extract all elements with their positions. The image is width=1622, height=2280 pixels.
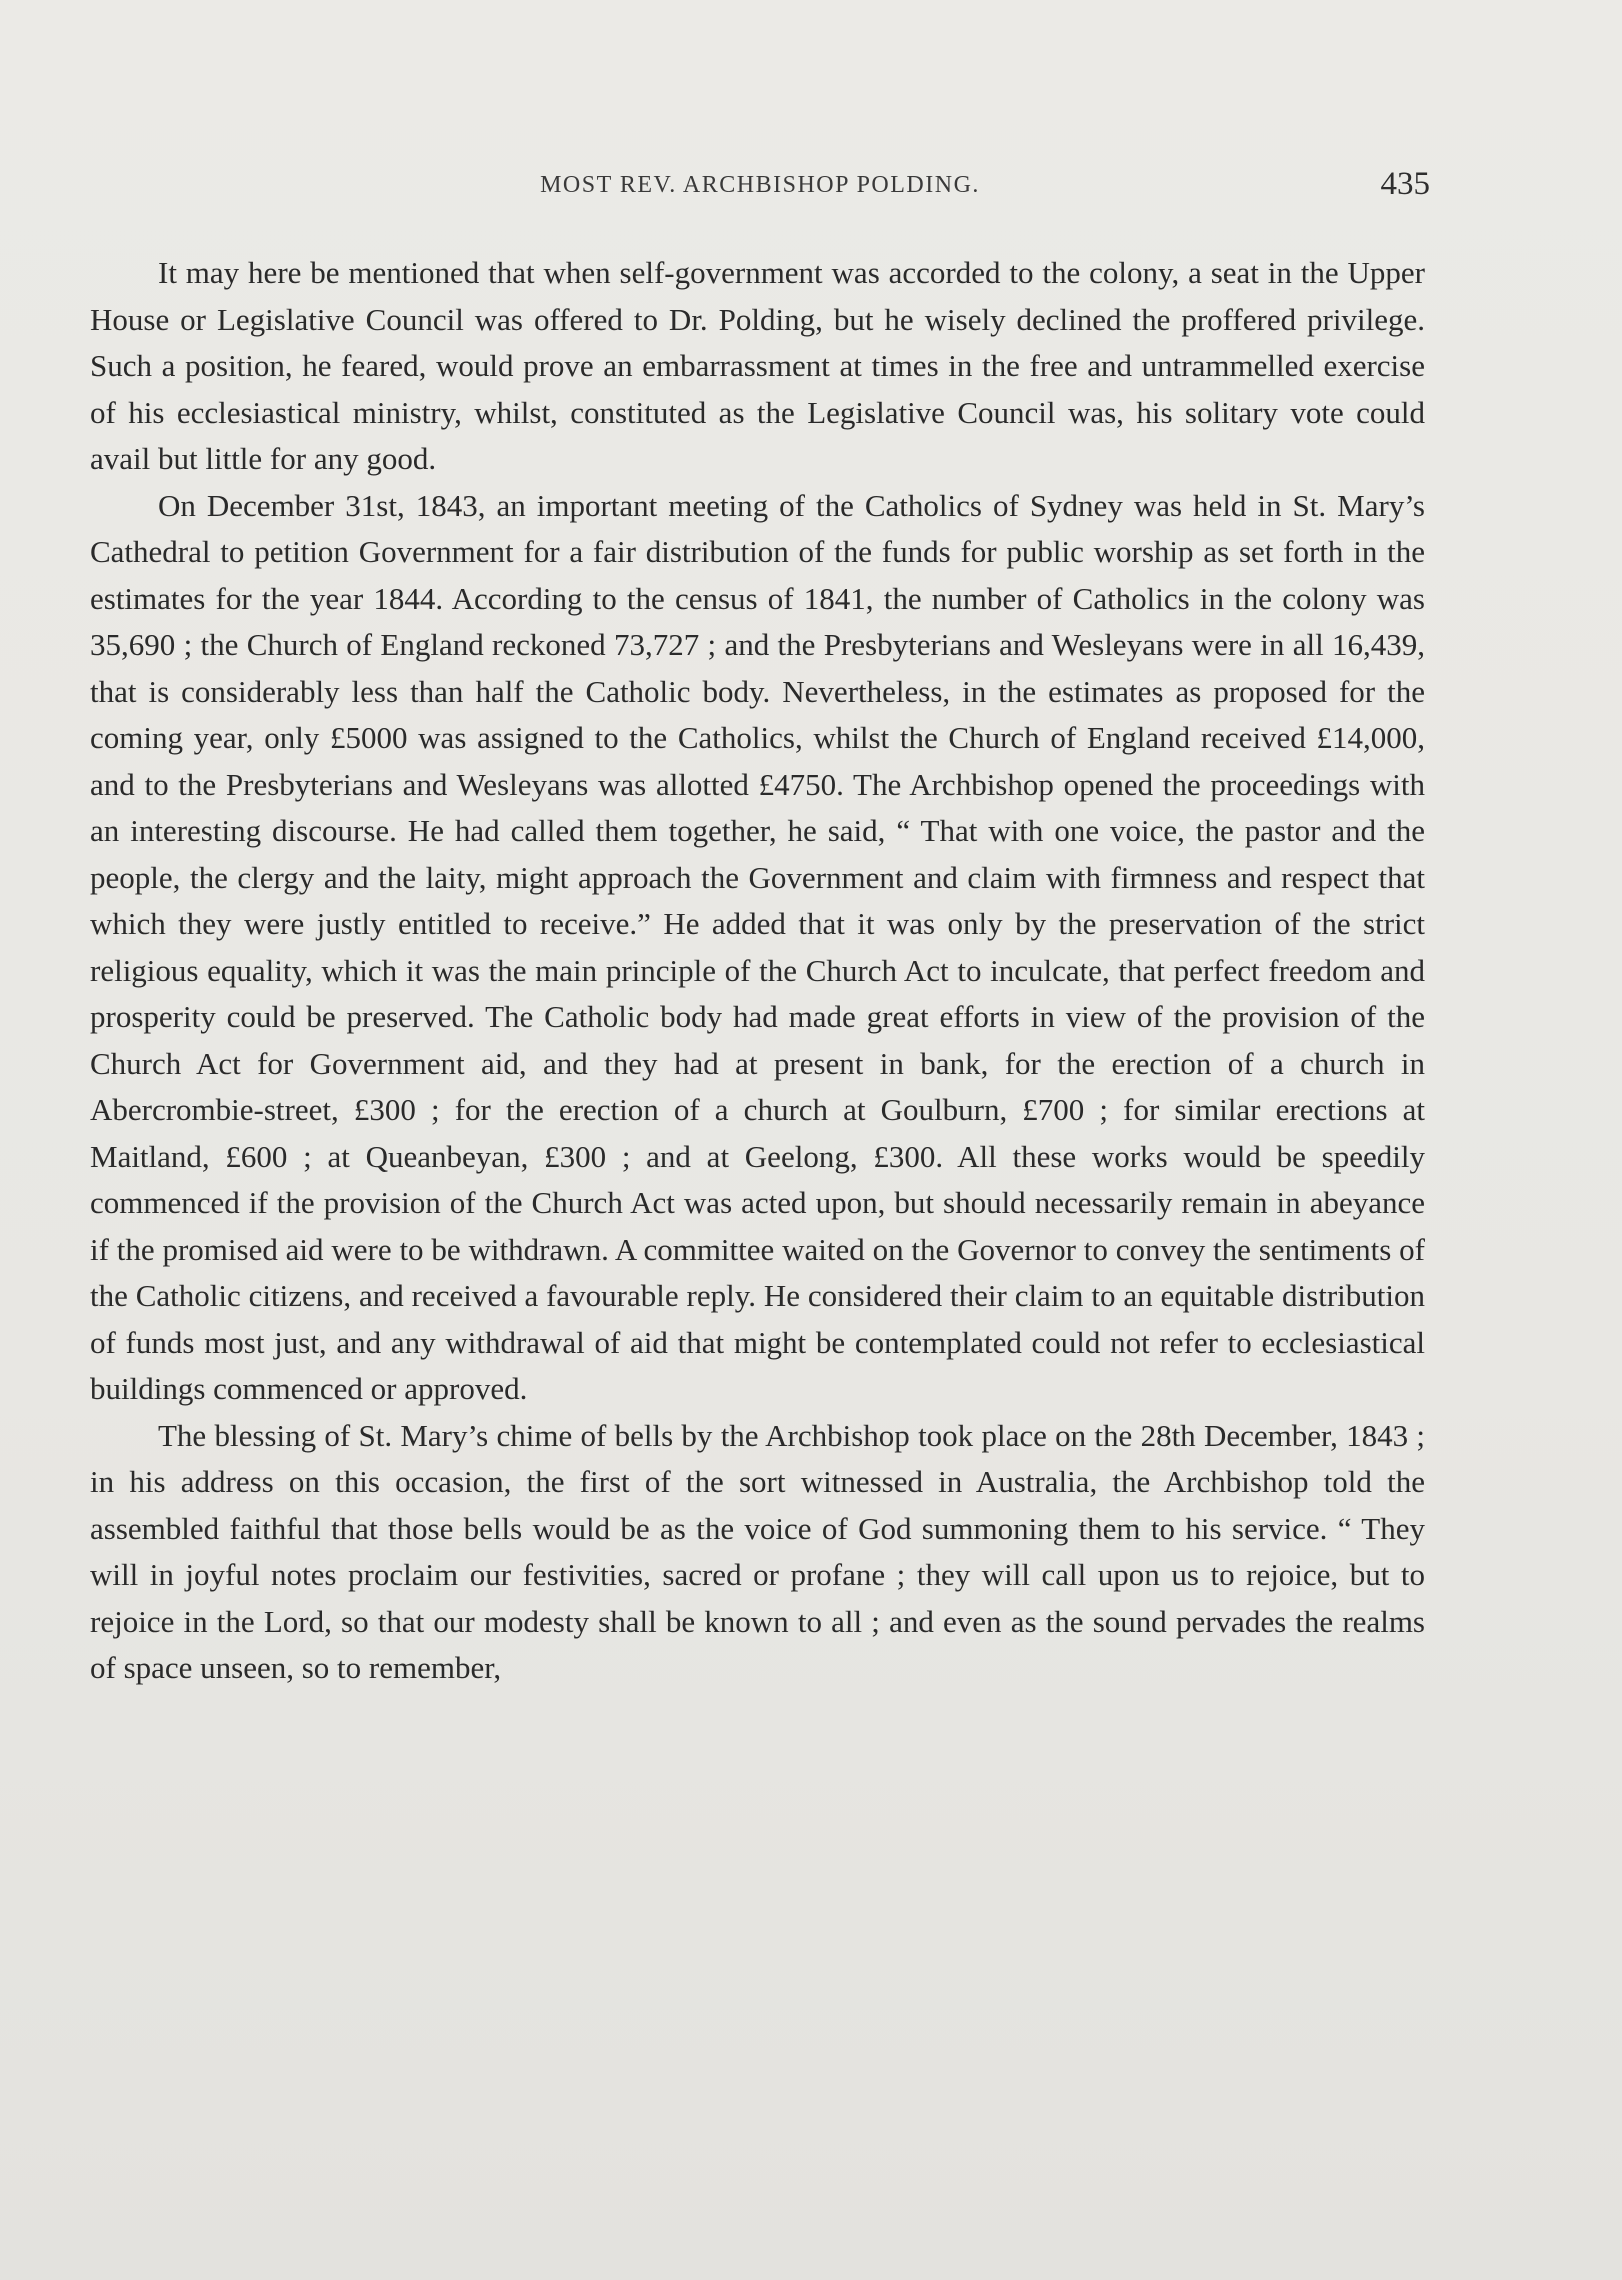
paragraph-catholic-meeting: On December 31st, 1843, an important meeting of the Catholics of Sydney was held in St. Mary’s Cathedral to petition Government for a fair distribution of the funds for public worship as set forth in the estimates for the year 1844. According to the census of 1841, the number of Catholics in the colony was 35,690 ; the Church of England reckoned 73,727 ; and the Presbyterians and Wesleyans were in all 16,439, that is considerably less than half the Catholic body. Nevertheless, in the estimates as proposed for the coming year, only £5000 was assigned to the Catholics, whilst the Church of England received £14,000, and to the Presbyterians and Wesleyans was allotted £4750. The Archbishop opened the proceedings with an interesting discourse. He had called them together, he said, “ That with one voice, the pastor and the people, the clergy and the laity, might approach the Government and claim with firmness and respect that which they were justly entitled to receive.” He added that it was only by the preservation of the strict religious equality, which it was the main principle of the Church Act to inculcate, that perfect freedom and prosperity could be preserved. The Catholic body had made great efforts in view of the provision of the Church Act for Government aid, and they had at present in bank, for the erection of a church in Abercrombie-street, £300 ; for the erection of a church at Goulburn, £700 ; for similar erections at Maitland, £600 ; at Queanbeyan, £300 ; and at Geelong, £300. All these works would be speedily commenced if the provision of the Church Act was acted upon, but should necessarily remain in abeyance if the promised aid were to be withdrawn. A committee waited on the Governor to convey the sentiments of the Catholic citizens, and received a favourable reply. He considered their claim to an equitable distribution of funds most just, and any withdrawal of aid that might be contemplated could not refer to ecclesiastical buildings commenced or approved. [90, 487, 1425, 1406]
page-number: 435 [1380, 166, 1430, 202]
paragraph-blessing-of-bells: The blessing of St. Mary’s chime of bells by the Archbishop took place on the 28th December, 1843 ; in his address on this occasion, the first of the sort witnessed in Australia, the Archbishop told the assembled faithful that those bells would be as the voice of God summoning them to his service. “ They will in joyful notes proclaim our festivities, sacred or profane ; they will call upon us to rejoice, but to rejoice in the Lord, so that our modesty shall be known to all ; and even as the sound pervades the realms of space unseen, so to remember, [90, 1417, 1425, 1685]
page-header [90, 166, 1430, 222]
running-head: MOST REV. ARCHBISHOP POLDING. [540, 172, 980, 198]
paragraph-self-government: It may here be mentioned that when self-government was accorded to the colony, a seat in the Upper House or Legislative Council was offered to Dr. Polding, but he wisely declined the proffered privilege. Such a position, he feared, would prove an embarrassment at times in the free and untrammelled exercise of his ecclesiastical ministry, whilst, constituted as the Legislative Council was, his solitary vote could avail but little for any good. [90, 255, 1425, 476]
body-text [90, 250, 1425, 1692]
